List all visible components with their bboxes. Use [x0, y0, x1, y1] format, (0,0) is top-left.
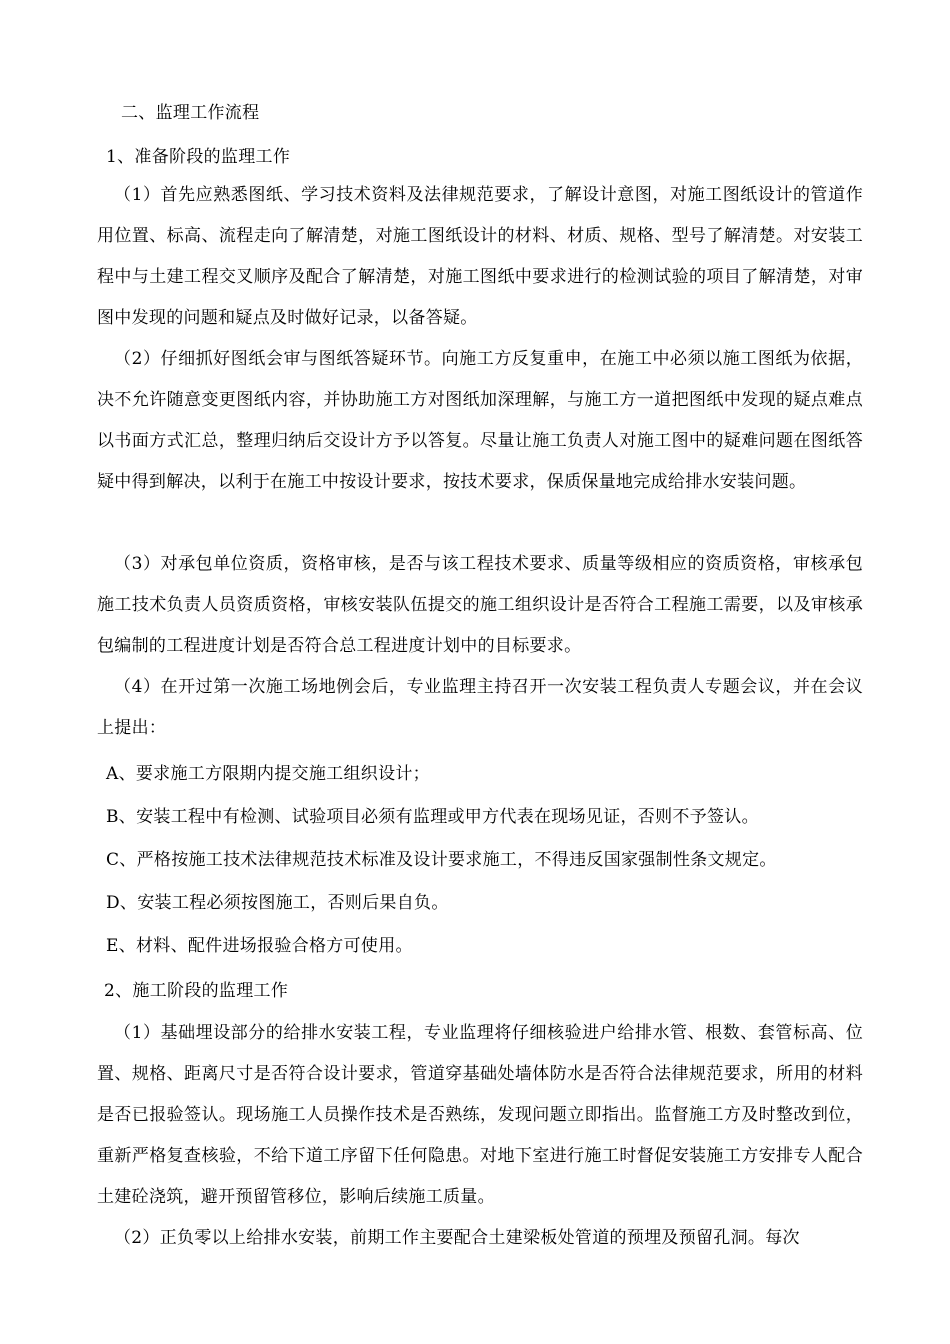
list-item-b: B、安装工程中有检测、试验项目必须有监理或甲方代表在现场见证，否则不予签认。: [106, 807, 759, 827]
stage1-paragraph-3: （3）对承包单位资质，资格审核，是否与该工程技术要求、质量等级相应的资质资格，审核承包施工技术负责人员资质资格，审核安装队伍提交的施工组织设计是否符合工程施工需要，以及审核承包编制的工程进度计划是否符合总工程进度计划中的目标要求。: [97, 554, 863, 656]
section-title: 二、监理工作流程: [121, 103, 260, 123]
stage1-paragraph-1: （1）首先应熟悉图纸、学习技术资料及法律规范要求，了解设计意图，对施工图纸设计的管道作用位置、标高、流程走向了解清楚，对施工图纸设计的材料、材质、规格、型号了解清楚。对安装工程中与土建工程交叉顺序及配合了解清楚，对施工图纸中要求进行的检测试验的项目了解清楚，对审图中发现的问题和疑点及时做好记录，以备答疑。: [97, 185, 863, 328]
list-item-e: E、材料、配件进场报验合格方可使用。: [106, 936, 413, 956]
list-item-a: A、要求施工方限期内提交施工组织设计；: [106, 764, 430, 784]
stage1-paragraph-2: （2）仔细抓好图纸会审与图纸答疑环节。向施工方反复重申，在施工中必须以施工图纸为依据，决不允许随意变更图纸内容，并协助施工方对图纸加深理解，与施工方一道把图纸中发现的疑点难点以书面方式汇总，整理归纳后交设计方予以答复。尽量让施工负责人对施工图中的疑难问题在图纸答疑中得到解决，以利于在施工中按设计要求，按技术要求，保质保量地完成给排水安装问题。: [97, 349, 863, 492]
stage1-heading: 1、准备阶段的监理工作: [106, 147, 291, 167]
stage2-heading: 2、施工阶段的监理工作: [104, 981, 289, 1001]
stage2-paragraph-2: （2）正负零以上给排水安装，前期工作主要配合土建梁板处管道的预埋及预留孔洞。每次: [114, 1228, 800, 1248]
stage2-paragraph-1: （1）基础埋设部分的给排水安装工程，专业监理将仔细核验进户给排水管、根数、套管标高、位置、规格、距离尺寸是否符合设计要求，管道穿基础处墙体防水是否符合法律规范要求，所用的材料是否已报验签认。现场施工人员操作技术是否熟练，发现问题立即指出。监督施工方及时整改到位，重新严格复查核验，不给下道工序留下任何隐患。对地下室进行施工时督促安装施工方安排专人配合土建砼浇筑，避开预留管移位，影响后续施工质量。: [97, 1023, 863, 1207]
list-item-d: D、安装工程必须按图施工，否则后果自负。: [106, 893, 449, 913]
stage1-paragraph-4: （4）在开过第一次施工场地例会后，专业监理主持召开一次安装工程负责人专题会议，并在会议上提出：: [97, 677, 863, 738]
list-item-c: C、严格按施工技术法律规范技术标准及设计要求施工，不得违反国家强制性条文规定。: [106, 850, 777, 870]
